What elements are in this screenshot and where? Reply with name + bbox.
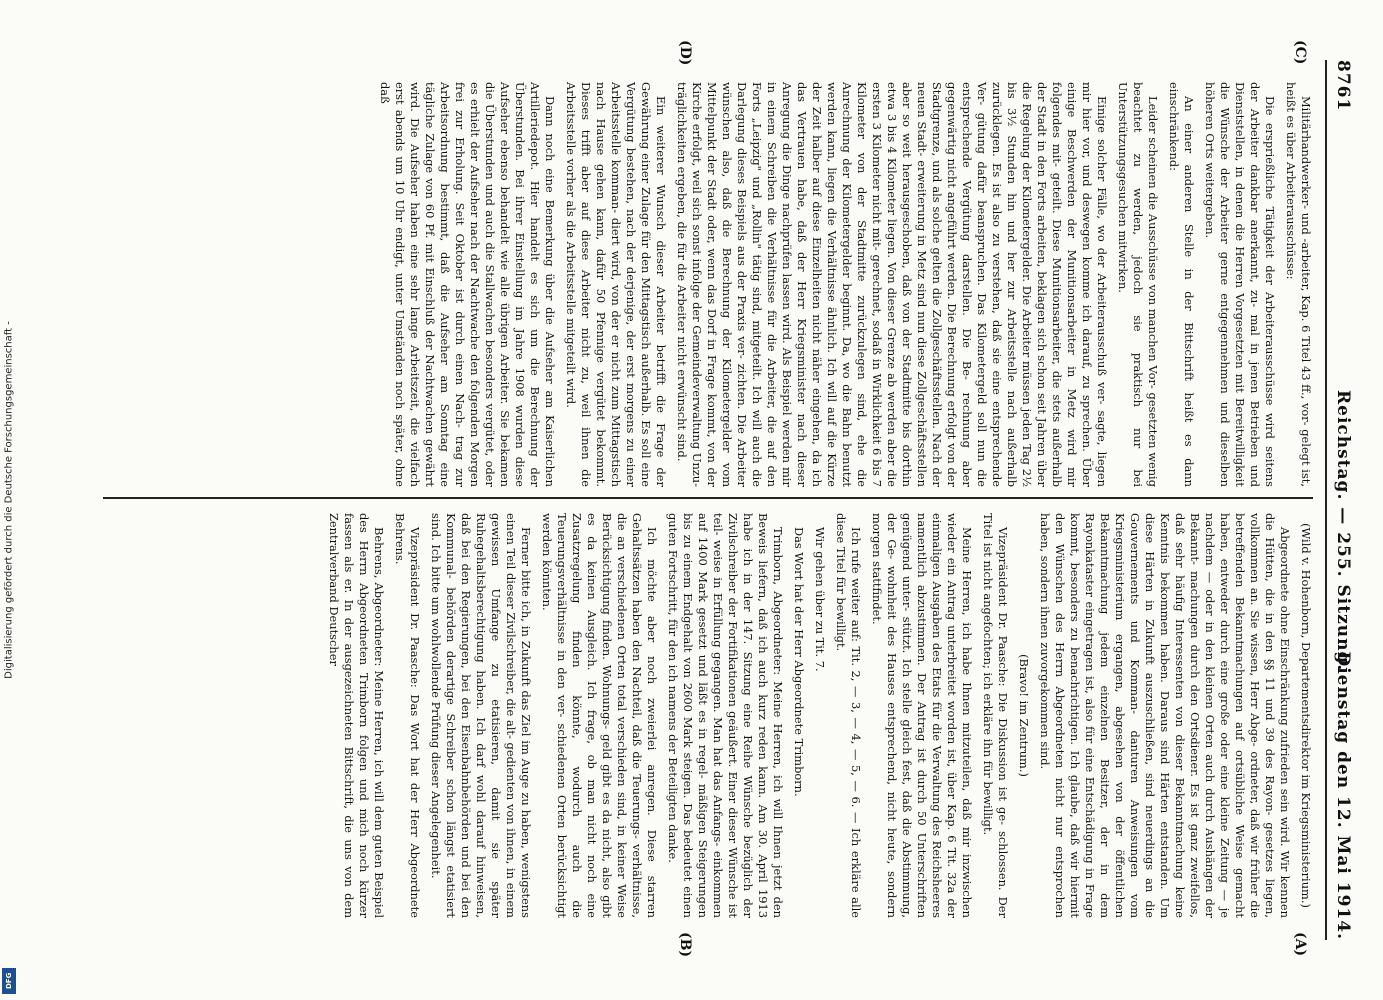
right-paragraph: Wir gehen über zu Tit. 7. — [813, 527, 827, 672]
digitization-footer — [0, 0, 18, 1000]
right-paragraph: Meine Herren, ich habe Ihnen mitzuteilen, daß mir inzwischen wieder ein Antrag unterbreitet worden ist, über Kap. 6 Tit. 32a der einmaligen Ausgaben des Etats für die Verwaltung des Reichsheeres namentlich abzustimmen. Der Antrag ist durch 50 Unterschriften genügend unter- stützt. Ich stelle gleich fest, daß die Abstimmung, der Ge- wohnheit des Hauses entsprechend, nicht heute, sondern morgen stattfindet. — [870, 513, 974, 918]
dfg-logo: DFG — [2, 968, 16, 994]
session-date: Dienstag den 12. Mai 1914. — [1333, 651, 1353, 940]
digitization-credit: Digitalisierung gefördert durch die Deutsche Forschungsgemeinschaft - — [3, 321, 15, 679]
left-paragraph: Ein weiterer Wunsch dieser Arbeiter betrifft die Frage der Gewährung einer Zulage für den Mittagstisch außerhalb. Es soll eine Vergütung bestehen, nach der derjenige, der erst morgens zu einer Arbeitsstelle komman- diert wird, von der er nicht zum Mittagstisch nach Hause gehen kann, dafür 50 Pfennige vergütet bekommt. Dieses trifft aber auf diese Arbeiter nicht zu, weil ihnen die Arbeitsstelle vorher als die Arbeitsstelle mitgeteilt wird. — [564, 82, 668, 487]
margin-marker-b: (B) — [677, 932, 693, 958]
right-paragraph: Abgeordnete ohne Einschränkung zufrieden sein wird. Wir kennen die Hütten, die in den §§ 11 und 39 des Rayon- gesetzes liegen, vollkommen an. Sie wissen, Herr Abge- ordneter, daß wir früher die betreffenden Bekanntmachungen auf ortsübliche Weise gemacht haben, entweder durch eine große oder eine kleine Zeitung — je nachdem — oder in den kleinen Orten auch durch Aushängen der Bekannt- machungen durch den Ortsdiener. Es ist ganz zweifellos, daß sehr häufig Interessenten von dieser Bekanntmachung keine Kenntnis bekommen haben. Daraus sind Härten entstanden. Um diese Härten in Zukunft auszuschließen, sind neuerdings an die Gouvernements und Komman- danturen Anweisungen vom Kriegsministerium ergangen, abgesehen von der öffentlichen Bekanntmachung jedem einzelnen Besitzer, der in dem Rayonkataster eingetragen ist, also für eine Entschädigung in Frage kommt, besonders zu benachrichtigen. Ich glaube, daß wir hiermit den Wünschen des Herrn Abgeordneten nicht nur entsprochen haben, sondern ihnen zuvorgekommen sind. — [1038, 513, 1292, 918]
speaker-line: (Wild v. Hohenborn, Departementsdirektor im Kriegsministerium.) — [1299, 523, 1313, 908]
margin-marker-a: (A) — [1292, 932, 1308, 957]
right-paragraph: Ich rufe weiter auf: Tit. 2, — 3, — 4, — 5, — 6. — Ich erkläre alle diese Titel für bewilligt. — [834, 513, 863, 918]
right-paragraph: Vizepräsident Dr. Paasche: Die Diskussion ist ge- schlossen. Der Titel ist nicht angefochten; ich erkläre ihn für bewilligt. — [981, 513, 1010, 918]
column-divider — [103, 497, 1313, 499]
right-paragraph: Vizepräsident Dr. Paasche: Das Wort hat der Herr Abgeordnete Behrens. — [393, 513, 422, 918]
left-quote: Leider scheinen die Ausschüsse von manchen Vor- gesetzten wenig beachtet zu werden, jedoch sie praktisch nur bei Unterstützungsgesuchen mitwirken. — [1116, 82, 1160, 487]
right-paragraph: Ich möchte aber noch zweierlei anregen. Diese starren Gehaltssätzen haben den Nachteil, daß die Teuerungs- verhältnisse, die an verschiedenen Orten total verschieden sind, in keiner Weise Berücksichtigung finden. Wohnungs- geld gibt es da nicht, also gibt es da keinen Ausgleich. Ich frage, ob man nicht noch eine Zusatzregelung finden könnte, wodurch auch die Teuerungsverhältnisse in den ver- schiedenen Orten berücksichtigt werden könnten. — [540, 513, 659, 918]
left-paragraph: Einige solcher Fälle, wo der Arbeiterausschuß ver- sagte, liegen mir hier vor, und deswegen komme ich darauf, zu sprechen. Über einige Beschwerden der Munitionsarbeiter in Metz wird mir folgendes mit- geteilt. Diese Munitionsarbeiter, die stets außerhalb der Stadt in den Forts arbeiten, beklagen sich schon seit Jahren über die Regelung der Kilometergelder. Die Arbeiter müssen jeden Tag 2½ bis 3½ Stunden hin und her zur Arbeitsstelle nach außerhalb zurücklegen. Es ist also zu verstehen, daß sie eine entsprechende Ver- gütung dafür beanspruchen. Das Kilometergeld soll nun die entsprechende Vergütung darstellen. Die Be- rechnung aber gegenwärtig nicht angeführt werden. Die Berechnung erfolgt von der Stadtgrenze, und als solche gelten die Zollgeschäftsstellen. Nach der neuen Stadt- erweiterung in Metz sind nun diese Zollgeschäftsstellen aber so weit herausgeschoben, daß von der Stadtmitte bis dorthin etwa 3 bis 4 Kilometer liegen. Von dieser Grenze ab werden aber die ersten 3 Kilometer nicht mit- gerechnet, sodaß in Wirklichkeit 6 bis 7 Kilometer von der Stadtmitte zurückzulegen sind, ehe die Anrechnung der Kilometergelder beginnt. Da, wo die Bahn benutzt werden kann, liegen die Verhältnisse ähnlich. Ich will auf die Kürze der Zeit halber auf diese Einzelheiten nicht näher eingehen, da ich das Vertrauen habe, daß der Herr Kriegsminister nach dieser Anregung die Dinge nachprüfen lassen wird. Als Beispiel werden mir in einem Schreiben die Verhältnisse für die Arbeiter, die auf den Forts „Leipzig" und „Rollin" tätig sind, mitgeteilt. Ich will auch die Darlegung dieses Beispiels aus der Praxis ver- zichten. Die Arbeiter wünschen also, daß die Berechnung der Kilometergelder vom Mittelpunkt der Stadt oder, wenn das Dorf in Frage kommt, von der Kirche erfolgt, weil sich sonst infolge der Gemeindeverwaltung Unzu- träglichkeiten ergeben, die für die Arbeiter nicht erwünscht sind. — [675, 82, 1109, 487]
left-paragraph: An einer anderen Stelle in der Bittschrift heißt es dann einschränkend: — [1167, 82, 1196, 487]
right-paragraph: Trimborn, Abgeordneter: Meine Herren, ich will Ihnen jetzt den Beweis liefern, daß ich auch kurz reden kann. Am 30. April 1913 habe ich in der 147. Sitzung eine Reihe Wünsche bezüglich der Zivilschreiber der Fortifikationen geäußert. Einer dieser Wünsche ist teil- weise in Erfüllung gegangen. Man hat das Anfangs- einkommen auf 1400 Mark gesetzt und läßt es in regel- mäßigen Steigerungen bis zu einem Endgehalt von 2600 Mark steigen. Das bedeutet einen guten Fortschritt, für den ich namens der Beteiligten danke. — [666, 513, 785, 918]
left-column — [103, 82, 1313, 487]
margin-marker-d: (D) — [677, 40, 693, 66]
right-paragraph: Behrens, Abgeordneter: Meine Herren, ich will dem guten Beispiel des Herrn Abgeordneten Trimborn folgen und mich noch kürzer fassen als er. In der ausgezeichneten Bittschrift, die uns von dem Zentralverband Deutscher — [327, 513, 386, 918]
right-paragraph: Das Wort hat der Herr Abgeordnete Trimborn. — [792, 527, 806, 797]
left-paragraph: Militärhandwerker- und -arbeiter, Kap. 6 Titel 43 ff., vor- gelegt ist, heißt es über Arbeiterausschüsse: — [1284, 82, 1313, 487]
page-title: Reichstag. — 255. Sitzung. — [1333, 390, 1353, 672]
page-number: 8761 — [1333, 60, 1353, 112]
page-header — [1325, 60, 1361, 940]
right-column — [103, 513, 1313, 918]
left-quote: Die ersprießliche Tätigkeit der Arbeiterausschüsse wird seitens der Arbeiter dankbar anerkannt, zu- mal in jenen Betrieben und Dienststellen, in denen die Herren Vorgesetzten mit Bereitwilligkeit die Wünsche der Arbeiter gerne entgegennehmen und dieselben höheren Orts weitergeben. — [1203, 82, 1277, 487]
reaction: (Bravo! im Zentrum.) — [1017, 654, 1031, 777]
left-paragraph: Dann noch eine Bemerkung über die Aufseher am Kaiserlichen Artilleriedepot. Hier handelt es sich um die Berechnung der Überstunden. Bei ihrer Einstellung im Jahre 1908 wurden diese Aufseher ebenso behandelt wie alle übrigen Arbeiter. Sie bekamen die Überstunden und auch die Stallwachen besonders vergütet, oder es erhielt der Aufseher nach der Nachtwache den folgenden Morgen frei zur Erholung. Seit Oktober ist durch einen Nach- trag zur Arbeitsordnung bestimmt, daß die Aufseher am Sonntag eine tägliche Zulage von 60 Pf. mit Einschluß der Nachtwachen gewährt wird. Die Aufseher haben eine sehr lange Arbeitszeit, die vielfach erst abends um 10 Uhr endigt, unter Umständen noch später, ohne daß — [378, 82, 557, 487]
right-paragraph: Ferner bitte ich, in Zukunft das Ziel im Auge zu haben, wenigstens einen Teil dieser Zivilschreiber, die alt- gedienten von ihnen, in einem gewissen Umfange zu etatisieren, damit sie später Ruhegehaltsberechtigung haben. Ich darf wohl darauf hinweisen, daß bei den Regierungen, bei den Eisenbahnbehörden und bei den Kommunal- behörden derartige Schreiber schon längst etatisiert sind. Ich bitte um wohlwollende Prüfung dieser Angelegenheit. — [429, 513, 533, 918]
margin-marker-c: (C) — [1292, 40, 1308, 65]
